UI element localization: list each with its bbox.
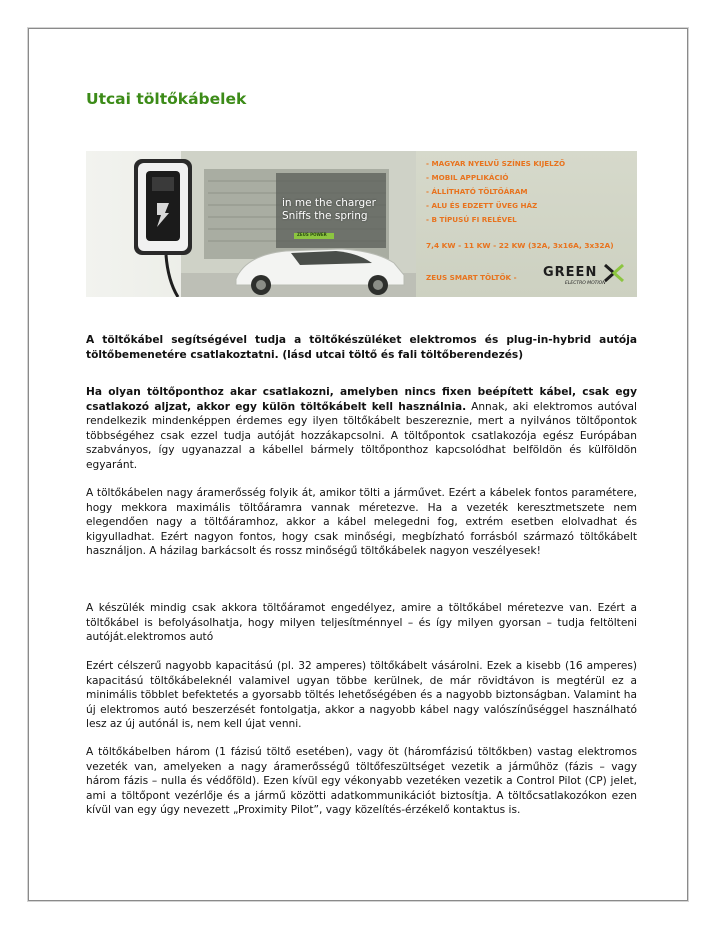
paragraph-4: Ezért célszerű nagyobb kapacitású (pl. 32 amperes) töltőkábelt vásárolni. Ezek a kisebb (16 amperes) kapacitású töltőkábeleknél valamivel ugyan többe kerülnek, de már rövidtávon is megtérül ez a minimális többlet befektetés a gyorsabb töltés lehetőségében és a nagyobb biztonságban. Valamint ha új elektromos autó beszerzését fontolgatja, akkor a nagyobb kábel nagy valószínűséggel használható lesz az új autónál is, nem kell újat venni.	[86, 660, 637, 731]
feature-item: - ÁLLÍTHATÓ TÖLTŐÁRAM	[426, 187, 528, 196]
logo-x-icon	[603, 263, 625, 283]
paragraph-1-bold: Ha olyan töltőponthoz akar csatlakozni, amelyben nincs fixen beépített kábel, csak egy csatlakozó aljzat, akkor egy külön töltőkábelt kell használnia.	[86, 386, 637, 413]
paragraph-5: A töltőkábelben három (1 fázisú töltő esetében), vagy öt (háromfázisú töltőkben) vastag elektromos vezeték van, amelyeken a nagy áramerősségű töltőfeszültséget vezetik a járműhöz (fázis – vagy három fázis – nulla és védőföld). Ezen kívül egy vékonyabb vezetéken vezetik a Control Pilot (CP) jelet, ami a töltőpont vezérlője és a jármű közötti adatkommunikációt biztosítja. A töltőcsatlakozókon ezen kívül van egy úgy nevezett „Proximity Pilot”, vagy közelítés-érzékelő kontaktus is.	[86, 746, 637, 817]
banner-tagline	[282, 197, 376, 223]
feature-item: - B TÍPUSÚ FI RELÉVEL	[426, 215, 517, 224]
feature-item: - MAGYAR NYELVŰ SZÍNES KIJELZŐ	[426, 159, 566, 168]
page-title: Utcai töltőkábelek	[86, 90, 247, 108]
paragraph-1	[86, 385, 637, 473]
feature-item: - MOBIL APPLIKÁCIÓ	[426, 173, 509, 182]
content	[86, 90, 636, 108]
logo-subtitle: ELECTRO MOTION	[565, 281, 606, 286]
greenx-logo	[539, 261, 631, 289]
paragraph-3: A készülék mindig csak akkora töltőáramot engedélyez, amire a töltőkábel méretezve van. Ezért a töltőkábel is befolyásolhatja, hogy milyen teljesítménnyel – és így milyen gyorsan – tudja feltölteni autóját.elektromos autó	[86, 602, 637, 644]
zeus-label: ZEUS SMART TÖLTŐK -	[426, 273, 517, 282]
power-spec: 7,4 KW - 11 KW - 22 KW (32A, 3x16A, 3x32A)	[426, 241, 614, 250]
paragraph-2: A töltőkábelen nagy áramerősség folyik át, amikor tölti a járművet. Ezért a kábelek fontos paramétere, hogy mekkora maximális töltőáramra vannak méretezve. Ha a vezeték keresztmetszete nem elegendően nagy a töltőáramhoz, akkor a kábel melegedni fog, extrém esetben elolvadhat és kigyulladhat. Ezért nagyon fontos, hogy csak minőségi, megbízható forrásból származó töltőkábelt használjon. A házilag barkácsolt és rossz minőségű töltőkábelek nagyon veszélyesek!	[86, 487, 637, 558]
product-banner	[86, 151, 637, 297]
logo-text: GREEN	[543, 265, 598, 280]
feature-item: - ALU ÉS EDZETT ÜVEG HÁZ	[426, 201, 538, 210]
tagline-line-2: Sniffs the spring	[282, 210, 368, 222]
intro-paragraph: A töltőkábel segítségével tudja a töltőkészüléket elektromos és plug-in-hybrid autója töltőbemenetére csatlakoztatni. (lásd utcai töltő és fali töltőberendezés)	[86, 334, 637, 361]
tagline-line-1: in me the charger	[282, 197, 376, 209]
wall-label: ZEUS POWER	[297, 232, 327, 237]
paragraph-1-rest: Annak, aki elektromos autóval rendelkezik mindenképpen érdemes egy ilyen töltőkábelt beszereznie, mert a nyilvános töltőpontok többségéhez csak ezzel tudja autóját hozzákapcsolni. A töltőpontok csatlakozója egész Európában szabványos, így ugyanazzal a kábellel bármely töltőponthoz kapcsolódhat belföldön és külföldön egyaránt.	[86, 400, 637, 471]
